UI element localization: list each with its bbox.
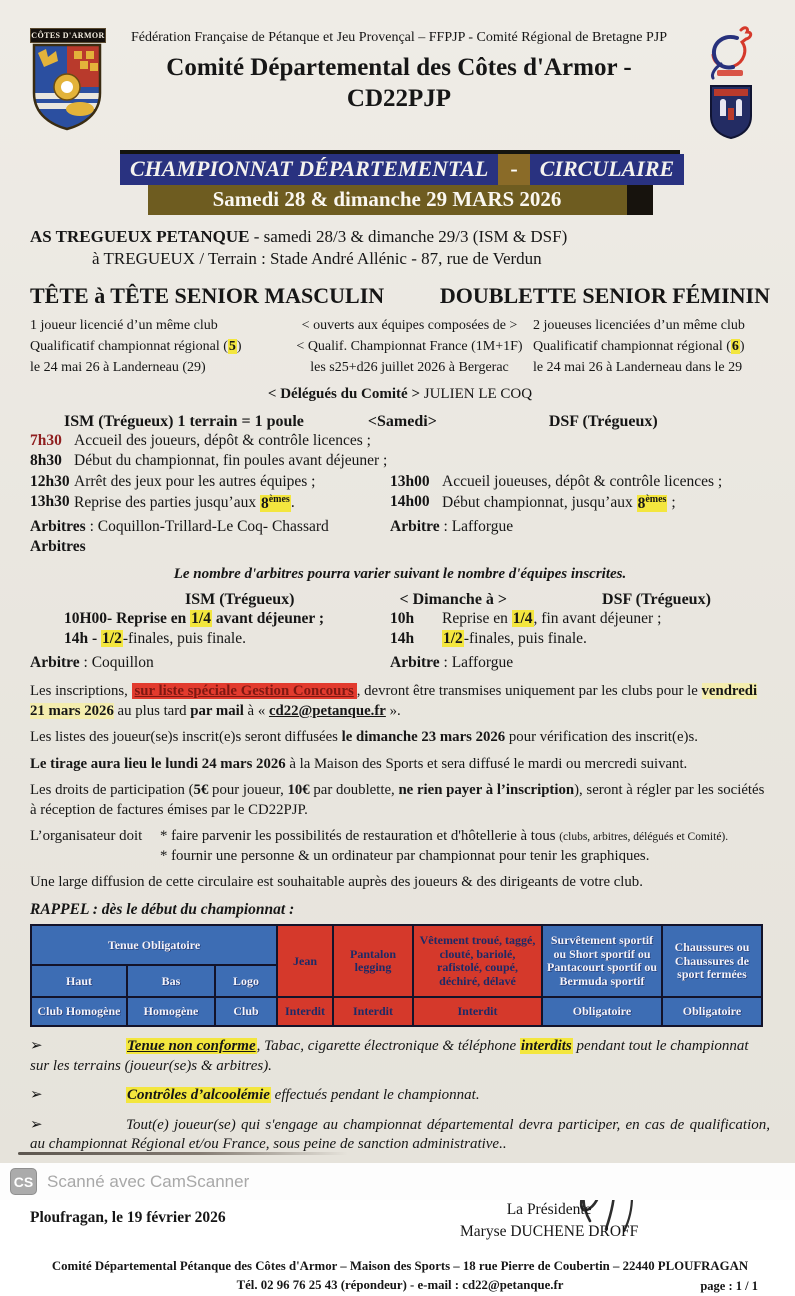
schedule-text: Début championnat, jusqu’aux 8èmes ;: [442, 493, 676, 512]
cotes-darmor-crest: [30, 28, 106, 136]
document-header: [30, 22, 770, 140]
schedule-text: 14h - 1/2-finales, puis finale.: [64, 630, 246, 648]
bullet-alcool: ➢ Contrôles d’alcoolémie effectués pendant le championnat.: [30, 1086, 770, 1106]
sunday-dsf-header: DSF (Trégueux): [602, 590, 711, 608]
schedule-row: [30, 431, 770, 451]
feminin-qualifier-count: 6: [731, 339, 739, 354]
schedule-text: Accueil joueuses, dépôt & contrôle licences ;: [442, 472, 723, 490]
bullet-engagement: ➢ Tout(e) joueur(se) qui s'engage au championnat départemental devra participer, en cas de qualification, au championnat Régional et/ou France, sous peine de sanction administrative..: [30, 1116, 770, 1153]
feminin-line3: le 24 mai 26 à Landerneau dans le 29: [533, 360, 743, 375]
org-contact-line: Tél. 02 96 76 25 43 (répondeur) - e-mail : cd22@petanque.fr: [236, 1278, 564, 1293]
schedule-row: [30, 472, 770, 492]
masculin-qualifier-count: 5: [228, 339, 236, 354]
scan-artifact-line: [18, 1152, 348, 1155]
round-highlight: 8èmes: [260, 493, 290, 512]
logo-value: Club: [216, 998, 276, 1025]
event-info-center: [292, 315, 527, 378]
dates-banner-text: Samedi 28 & dimanche 29 MARS 2026: [148, 185, 627, 215]
crest-banner-label: CÔTES D'ARMOR: [30, 28, 106, 43]
masculin-line3: le 24 mai 26 à Landerneau (29): [30, 360, 206, 375]
gestion-concours-highlight: sur liste spéciale Gestion Concours: [132, 683, 357, 699]
referees-extra-label: Arbitres: [30, 538, 86, 556]
cotes-darmor-shield-icon: [30, 43, 104, 131]
bullet-tenue: ➢ Tenue non conforme, Tabac, cigarette électronique & téléphone interdits pendant tout le championnat sur les terrains (joueur(se)s & arbitres).: [30, 1038, 749, 1074]
delegates-name: JULIEN LE COQ: [420, 386, 533, 402]
referees-note: Le nombre d'arbitres pourra varier suivant le nombre d'équipes inscrites.: [173, 565, 627, 582]
paragraph-organisateur: [30, 827, 770, 866]
time-label: 10h: [390, 609, 415, 627]
organisateur-items: * faire parvenir les possibilités de restauration et d'hôtellerie à tous (clubs, arbitres, délégués et Comité). * fournir une personne & un ordinateur par championnat pour tenir les graphiques.: [160, 828, 729, 864]
round-highlight: 8èmes: [637, 493, 667, 512]
rules-bullets: [30, 1037, 770, 1155]
ffpjp-rooster-icon: [703, 24, 759, 82]
referees-left: Arbitres : Coquillon-Trillard-Le Coq- Chassard: [30, 517, 329, 535]
org-address-line: Comité Départemental Pétanque des Côtes d'Armor – Maison des Sports – 18 rue Pierre de Coubertin – 22440 PLOUFRAGAN: [51, 1258, 749, 1273]
rappel-line: RAPPEL : dès le début du championnat :: [30, 901, 295, 919]
event-titles-row: [30, 283, 770, 309]
venue-block: [30, 227, 770, 247]
saturday-dsf-header: DSF (Trégueux): [548, 413, 658, 430]
tenue-obligatoire-header: Tenue Obligatoire: [32, 926, 276, 964]
president-name: Maryse DUCHENE DROFF: [460, 1223, 639, 1241]
organisateur-label: L’organisateur doit: [30, 828, 143, 845]
referees-right: Arbitre : Lafforgue: [390, 517, 514, 535]
bas-header: Bas: [128, 966, 214, 996]
paragraph-listes: Les listes des joueur(se)s inscrit(e)s seront diffusées le dimanche 23 mars 2026 pour vérification des inscrit(e)s.: [30, 729, 698, 746]
sunday-header-row: [30, 591, 770, 609]
banner-dash: -: [498, 154, 529, 185]
banner-championnat-text: CHAMPIONNAT DÉPARTEMENTAL: [120, 154, 498, 185]
deadline-date: vendredi 21 mars 2026: [30, 683, 758, 719]
sunday-schedule: [30, 609, 770, 673]
saturday-ism-header: ISM (Trégueux) 1 terrain = 1 poule: [64, 413, 304, 430]
schedule-row: [30, 609, 770, 629]
tregueux-crest-icon: [708, 84, 754, 140]
vetement-header: Vêtement troué, taggé, clouté, bariolé, rafistolé, coupé, déchiré, délavé: [414, 926, 541, 996]
event-info-masculin: [30, 315, 292, 378]
time-label: 7h30: [30, 432, 62, 449]
committee-title-line2: CD22PJP: [346, 85, 452, 113]
survetement-value: Obligatoire: [543, 998, 661, 1025]
banner-circulaire-text: CIRCULAIRE: [530, 154, 685, 185]
referee-right: Arbitre : Lafforgue: [390, 653, 514, 671]
host-club-name: AS TREGUEUX PETANQUE: [30, 227, 250, 246]
paragraph-diffusion: Une large diffusion de cette circulaire est souhaitable auprès des joueurs & des dirigeants de votre club.: [30, 874, 643, 891]
delegates-label: < Délégués du Comité >: [267, 386, 420, 402]
event-title-masculin: TÊTE à TÊTE SENIOR MASCULIN: [30, 283, 385, 308]
pantalon-value: Interdit: [334, 998, 412, 1025]
tenue-non-conforme-highlight: Tenue non conforme: [127, 1038, 256, 1055]
vetement-value: Interdit: [414, 998, 541, 1025]
referee-left: Arbitre : Coquillon: [30, 653, 154, 671]
camscanner-label: Scanné avec CamScanner: [47, 1171, 250, 1191]
time-label: 8h30: [30, 452, 62, 470]
chaussures-header: Chaussures ou Chaussures de sport fermées: [663, 926, 761, 996]
header-right-logos: [692, 24, 770, 140]
saturday-header-row: [30, 413, 770, 431]
schedule-text: 10H00- Reprise en 1/4 avant déjeuner ;: [64, 609, 325, 627]
feminin-line2: Qualificatif championnat régional (6): [533, 339, 745, 354]
body-paragraphs: [30, 682, 770, 920]
time-label: 14h00: [390, 493, 430, 511]
schedule-row: [30, 629, 770, 649]
center-line3: les s25+d26 juillet 2026 à Bergerac: [310, 360, 509, 375]
feminin-line1: 2 joueuses licenciées d’un même club: [533, 318, 745, 333]
header-titles: [106, 22, 692, 115]
delegates-line: [30, 386, 770, 403]
masculin-line1: 1 joueur licencié d’un même club: [30, 318, 218, 333]
organisation-footer: [30, 1257, 770, 1295]
saturday-referees-row: [30, 517, 770, 537]
sunday-referees-row: [30, 653, 770, 673]
survetement-header: Survêtement sportif ou Short sportif ou Pantacourt sportif ou Bermuda sportif: [543, 926, 661, 996]
schedule-text: Reprise en 1/4, fin avant déjeuner ;: [442, 609, 662, 627]
page-number: page : 1 / 1: [700, 1278, 758, 1293]
haut-header: Haut: [32, 966, 126, 996]
paragraph-droits: Les droits de participation (5€ pour joueur, 10€ par doublette, ne rien payer à l’inscription), seront à régler par les sociétés à réception de factures émises par le CD22PJP.: [30, 782, 765, 818]
pantalon-header: Pantalon legging: [334, 926, 412, 996]
haut-value: Club Homogène: [32, 998, 126, 1025]
time-label: 13h00: [390, 472, 430, 490]
schedule-text: Accueil des joueurs, dépôt & contrôle licences ;: [74, 432, 371, 449]
masculin-line2: Qualificatif championnat régional (5): [30, 339, 242, 354]
time-label: 13h30: [30, 493, 70, 511]
schedule-row: [30, 492, 770, 514]
sunday-day-header: < Dimanche à >: [399, 590, 508, 608]
event-info-grid: [30, 315, 770, 378]
contact-email: cd22@petanque.fr: [268, 702, 386, 719]
interdits-highlight: interdits: [520, 1038, 572, 1055]
jean-value: Interdit: [278, 998, 332, 1025]
arrow-bullet-icon: ➢: [30, 1087, 43, 1104]
schedule-text: 1/2-finales, puis finale.: [443, 630, 587, 648]
arrow-bullet-icon: ➢: [30, 1116, 43, 1133]
controles-alcoolemie-highlight: Contrôles d’alcoolémie: [127, 1087, 270, 1104]
time-label: 12h30: [30, 472, 70, 490]
jean-header: Jean: [278, 926, 332, 996]
committee-title-line1: Comité Départemental des Côtes d'Armor -: [166, 54, 632, 81]
camscanner-logo-icon: CS: [10, 1168, 37, 1195]
chaussures-value: Obligatoire: [663, 998, 761, 1025]
saturday-schedule: [30, 431, 770, 558]
dates-banner-endcap: [627, 185, 653, 215]
arrow-bullet-icon: ➢: [30, 1038, 43, 1055]
event-info-feminin: [527, 315, 770, 378]
dress-code-table: [30, 924, 763, 1027]
president-title: La Présidente: [506, 1200, 592, 1218]
sunday-ism-header: ISM (Trégueux): [185, 590, 295, 608]
center-line2: < Qualif. Championnat France (1M+1F): [296, 339, 523, 354]
paragraph-inscriptions: Les inscriptions, sur liste spéciale Gestion Concours , devront être transmises uniquement par les clubs pour le vendredi 21 mars 2026 au plus tard par mail à « cd22@petanque.fr ».: [30, 683, 758, 719]
championship-banner: [120, 150, 680, 185]
venue-address: à TREGUEUX / Terrain : Stade André Allénic - 87, rue de Verdun: [92, 249, 542, 268]
logo-header: Logo: [216, 966, 276, 996]
schedule-text: Reprise des parties jusqu’aux 8èmes.: [74, 493, 295, 512]
dates-banner: [148, 185, 653, 215]
venue-line1-rest: - samedi 28/3 & dimanche 29/3 (ISM & DSF): [249, 227, 568, 246]
federation-line: Fédération Française de Pétanque et Jeu Provençal – FFPJP - Comité Régional de Bretagne PJP: [130, 30, 668, 45]
paragraph-tirage: Le tirage aura lieu le lundi 24 mars 2026 à la Maison des Sports et sera diffusé le mardi ou mercredi suivant.: [30, 755, 688, 772]
president-block: [460, 1199, 638, 1244]
center-line1: < ouverts aux équipes composées de >: [301, 318, 518, 333]
place-and-date: Ploufragan, le 19 février 2026: [30, 1208, 226, 1226]
schedule-text: Arrêt des jeux pour les autres équipes ;: [74, 472, 316, 490]
schedule-text: Début du championnat, fin poules avant déjeuner ;: [74, 452, 388, 470]
bas-value: Homogène: [128, 998, 214, 1025]
time-label: 14h: [390, 630, 415, 648]
schedule-row: [30, 451, 770, 471]
camscanner-bar: [0, 1163, 795, 1200]
event-title-feminin: DOUBLETTE SENIOR FÉMININ: [439, 283, 770, 308]
saturday-day-header: <Samedi>: [367, 413, 437, 430]
